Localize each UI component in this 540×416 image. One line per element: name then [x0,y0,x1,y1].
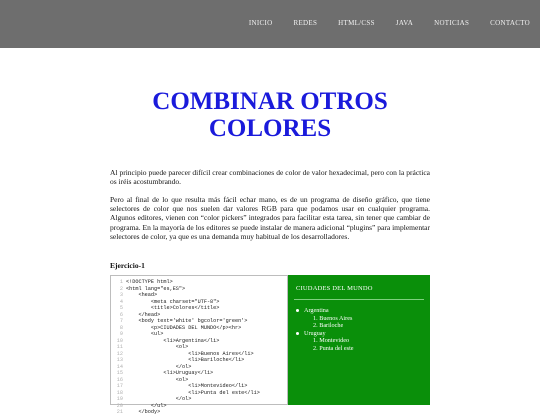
code-text: <p>CIUDADES DEL MUNDO</p><hr> [126,324,242,331]
line-number: 6 [119,311,123,318]
nav-item-html-css[interactable]: HTML/CSS [338,19,375,27]
page-title-line-2: COLORES [208,115,332,142]
body-paragraph: Pero al final de lo que resulta más fácil echar mano, es de un programa de diseño gráfico, que tiene selectores de color que nos suelen dar valores RGB para que podamos usar en cualquier programa. Algunos editores, vienen con “color pickers” integrados para facilitar esta tarea, sin tener que cambiar de programa. En la mayoría de los editores se puede instalar de manera adicional “plugins” para implementar selectores de color, ya que es una demanda muy habitual de los desarrolladores. [110,195,430,241]
page-title [100,88,440,142]
line-number: 3 [119,292,123,298]
code-text: <ol> [126,376,189,383]
intro-paragraph: Al principio puede parecer difícil crear combinaciones de color de valor hexadecimal, pero con la práctica os iréis acostumbrando. [110,168,430,187]
line-number: 9 [119,331,123,337]
line-number: 12 [116,350,123,357]
line-number: 2 [119,285,123,292]
bullet-icon [296,332,299,335]
line-number: 14 [116,363,123,370]
line-number: 13 [116,357,123,363]
code-text: <ul> [126,331,164,337]
nav-item-java[interactable]: JAVA [395,19,414,27]
line-number: 21 [116,409,123,415]
line-number: 5 [119,305,123,311]
line-number: 8 [119,324,123,331]
line-number: 11 [116,344,123,350]
nav-item-contacto[interactable]: CONTACTO [490,19,530,27]
country-name: Argentina [304,307,329,314]
line-number: 10 [116,337,123,344]
nav-item-redes[interactable]: REDES [293,19,318,27]
code-text: <li>Buenos Aires</li> [126,350,254,357]
preview-city-list [296,307,354,353]
bullet-icon [296,309,299,312]
code-text: </head> [126,311,161,318]
line-number: 18 [116,389,123,396]
line-number: 15 [116,370,123,376]
html-preview [288,275,430,405]
code-text: <head> [126,292,158,298]
line-number: 1 [119,279,123,285]
code-text: <ol> [126,344,189,350]
code-text: <li>Uruguay</li> [126,370,214,376]
code-text: </ol> [126,396,192,402]
country-item [296,330,354,338]
code-line [113,409,287,416]
city-item: 1. Montevideo [313,337,350,345]
code-text: <li>Punta del este</li> [126,389,260,396]
country-name: Uruguay [304,329,326,337]
city-item: 2. Punta del este [313,344,354,352]
line-number: 20 [116,402,123,409]
line-number: 16 [116,376,123,383]
nav-item-inicio[interactable]: INICIO [248,19,273,27]
code-text: </ol> [126,363,192,370]
top-navigation-bar [0,0,540,48]
line-number: 17 [116,383,123,389]
code-text: <title>Colores</title> [126,305,220,311]
code-text: <li>Montevideo</li> [126,383,248,389]
city-item: 1. Buenos Aires [313,314,353,322]
code-text: <li>Bariloche</li> [126,357,245,363]
main-menu [249,19,530,27]
code-text: </ul> [126,402,167,409]
code-lines [111,276,287,416]
code-text: <li>Argentina</li> [126,337,220,344]
code-text: <html lang="es,ES"> [126,285,186,292]
code-text: </body> [126,409,161,415]
city-item: 2. Bariloche [313,322,344,330]
country-item [296,307,354,315]
code-text: <body text='white' bgcolor='green'> [126,318,248,324]
preview-title: CIUDADES DEL MUNDO [296,285,373,292]
line-number: 4 [119,298,123,305]
code-editor [110,275,288,415]
line-number: 19 [116,396,123,402]
nav-item-noticias[interactable]: NOTICIAS [434,19,470,27]
code-text: <!DOCTYPE html> [126,279,173,285]
exercise-label: Ejercicio-1 [110,261,145,270]
line-number: 7 [119,318,123,324]
page-title-line-1: COMBINAR OTROS [152,88,388,115]
preview-divider [294,299,424,300]
code-text: <meta charset="UTF-8"> [126,298,220,305]
